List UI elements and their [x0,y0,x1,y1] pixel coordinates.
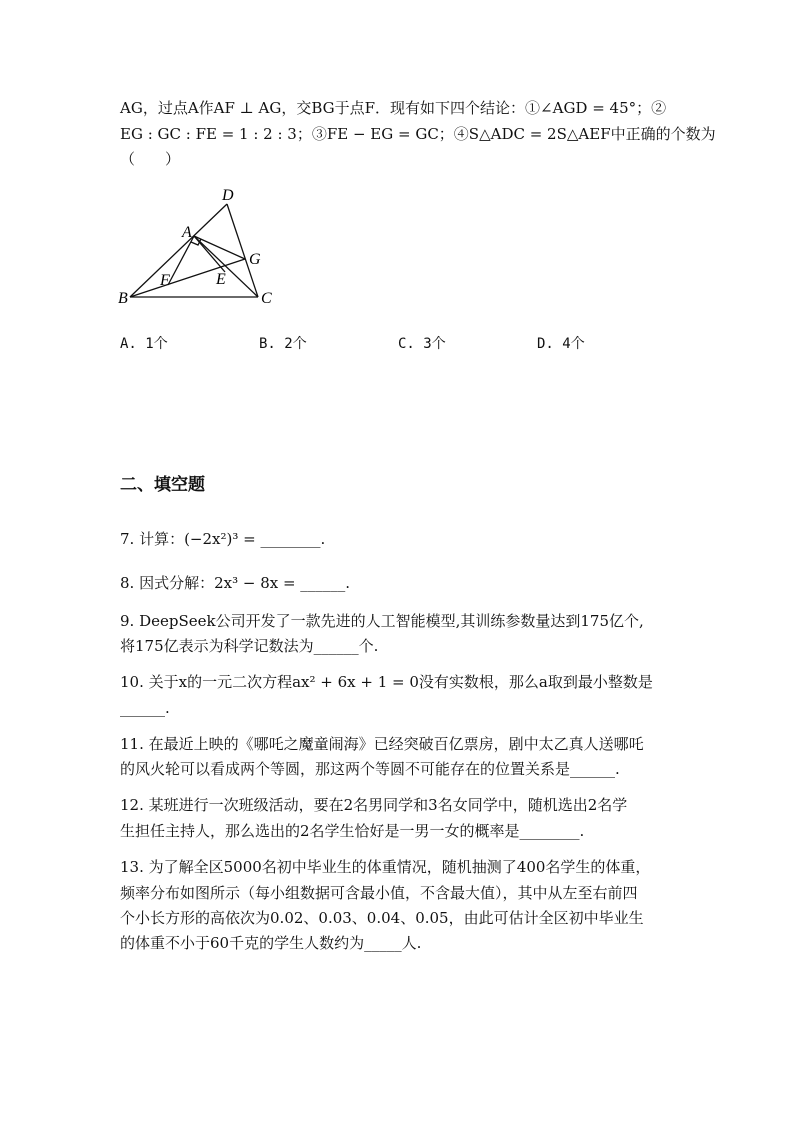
option-d: D. 4个 [537,336,585,352]
question-11-line2: 的风火轮可以看成两个等圆，那这两个等圆不可能存在的位置关系是______. [120,760,620,778]
label-D: D [222,187,234,204]
question-9-line1: 9. DeepSeek公司开发了一款先进的人工智能模型,其训练参数量达到175亿个, [120,612,644,630]
label-G: G [249,251,261,268]
section-title: 二、填空题 [120,475,205,495]
question-11-line1: 11. 在最近上映的《哪吒之魔童闹海》已经突破百亿票房，剧中太乙真人送哪吒 [120,735,644,753]
question-8: 8. 因式分解：2x³ − 8x = ______. [120,574,351,592]
question-13-line3: 个小长方形的高依次为0.02、0.03、0.04、0.05，由此可估计全区初中毕业生 [120,909,644,927]
label-C: C [261,290,272,307]
option-a: A. 1个 [120,336,168,352]
right-angle-mark [191,239,201,245]
label-E: E [216,271,226,288]
segment-BD [130,204,227,297]
question-13-line2: 频率分布如图所示（每小组数据可含最小值，不含最大值），其中从左至右前四 [120,884,638,902]
q6-text-line2: EG : GC : FE = 1 : 2 : 3；③FE − EG = GC；④S△ADC = 2S△AEF中正确的个数为 [120,125,716,143]
question-10-line2: ______. [120,699,170,717]
label-A: A [182,224,192,241]
label-F: F [160,272,170,289]
segment-AG [194,236,245,259]
segment-BG [130,259,245,297]
label-B: B [118,290,128,307]
question-10-line1: 10. 关于x的一元二次方程ax² + 6x + 1 = 0没有实数根，那么a取到最小整数是 [120,673,653,691]
question-13-line1: 13. 为了解全区5000名初中毕业生的体重情况，随机抽测了400名学生的体重， [120,858,651,876]
question-12-line1: 12. 某班进行一次班级活动，要在2名男同学和3名女同学中，随机选出2名学 [120,796,628,814]
segment-AF [168,236,194,285]
option-c: C. 3个 [398,336,446,352]
question-9-line2: 将175亿表示为科学记数法为______个. [120,637,379,655]
question-13-line4: 的体重不小于60千克的学生人数约为_____人. [120,934,422,952]
segment-DC [227,204,258,297]
option-b: B. 2个 [259,336,307,352]
segment-AE [194,236,225,272]
segment-AC [194,236,258,297]
q6-text-line3: （ ） [120,150,181,168]
question-12-line2: 生担任主持人，那么选出的2名学生恰好是一男一女的概率是________. [120,822,585,840]
q6-text-line1: AG，过点A作AF ⊥ AG，交BG于点F．现有如下四个结论：①∠AGD = 45°；② [120,99,667,117]
question-7: 7. 计算：(−2x²)³ = ________. [120,530,326,548]
